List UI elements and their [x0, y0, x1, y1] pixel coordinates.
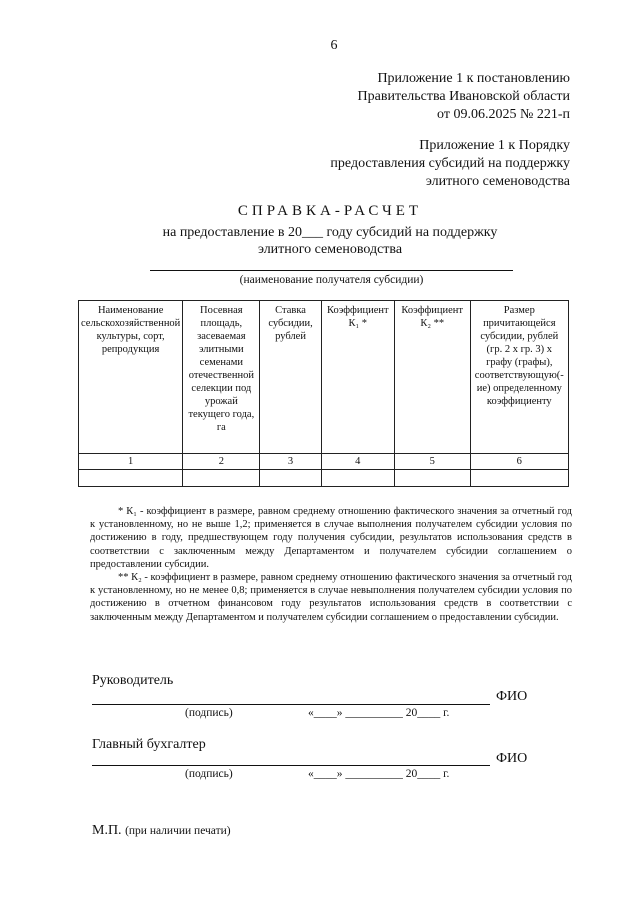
appendix-block-procedure — [330, 137, 570, 191]
table-header-row — [79, 301, 569, 454]
subtitle-line: на предоставление в 20___ году субсидий на поддержку — [162, 225, 498, 240]
stamp-place — [92, 823, 231, 839]
appendix-line: предоставления субсидий на поддержку — [330, 156, 570, 171]
recipient-name-line — [150, 270, 513, 271]
footnote-k1: * К₁ - коэффициент в размере, равном среднему отношению фактического значения за отчетный год к установленному, но не выше 1,2; применяется в случае выполнения получателем субсидии условия по достижению в году, предшествующем году получения субсидии, результатов использования средств в соответствии с заключенным между Департаментом и получателем субсидии соглашением о предоставлении субсидии. — [90, 506, 572, 570]
column-number: 3 — [260, 454, 321, 470]
header-cell-crop: Наименование сельскохозяйственной культуры, сорт, репродукция — [79, 301, 183, 454]
header-cell-rate: Ставка субсидии, рублей — [260, 301, 321, 454]
appendix-line: от 09.06.2025 № 221-п — [437, 107, 570, 122]
header-cell-k1: Коэффициент К₁ * — [321, 301, 394, 454]
appendix-line: Правительства Ивановской области — [357, 89, 570, 104]
signature-line — [92, 765, 490, 766]
signature-line — [92, 704, 490, 705]
appendix-line: элитного семеноводства — [425, 174, 570, 189]
stamp-label: М.П. — [92, 823, 122, 838]
header-cell-amount: Размер причитающейся субсидии, рублей (гр. 2 x гр. 3) x графу (графы), соответствующую(-ие) определенному коэффициенту — [470, 301, 568, 454]
fio-label: ФИО — [496, 689, 528, 704]
table-cell — [260, 470, 321, 487]
column-number: 1 — [79, 454, 183, 470]
date-field: «____» __________ 20____ г. — [308, 768, 450, 780]
appendix-block-resolution — [358, 70, 570, 124]
table-cell — [321, 470, 394, 487]
column-number: 2 — [183, 454, 260, 470]
document-title: СПРАВКА-РАСЧЕТ — [237, 203, 423, 219]
role-chief-accountant: Главный бухгалтер — [92, 737, 206, 752]
table-row — [79, 470, 569, 487]
recipient-caption: (наименование получателя субсидии) — [239, 274, 424, 286]
stamp-note: (при наличии печати) — [125, 825, 231, 837]
table-cell — [394, 470, 470, 487]
fio-label: ФИО — [496, 751, 528, 766]
table-cell — [470, 470, 568, 487]
sign-caption: (подпись) — [185, 707, 233, 719]
page-number: 6 — [330, 38, 338, 53]
sign-caption: (подпись) — [185, 768, 233, 780]
column-number-row — [79, 454, 569, 470]
column-number: 6 — [470, 454, 568, 470]
subtitle-line: элитного семеноводства — [257, 242, 403, 257]
header-cell-area: Посевная площадь, засеваемая элитными семенами отечественной селекции под урожай текущего года, га — [183, 301, 260, 454]
date-field: «____» __________ 20____ г. — [308, 707, 450, 719]
column-number: 4 — [321, 454, 394, 470]
appendix-line: Приложение 1 к постановлению — [377, 71, 570, 86]
role-head: Руководитель — [92, 673, 174, 688]
table-cell — [79, 470, 183, 487]
header-cell-k2: Коэффициент К₂ ** — [394, 301, 470, 454]
footnotes — [90, 505, 572, 624]
footnote-k2: ** К₂ - коэффициент в размере, равном среднему отношению фактического значения за отчетный год к установленному, но не менее 0,8; применяется в случае невыполнения получателем субсидии условия по достижению в отчетном финансовом году результатов использования средств в соответствии с заключенным между Департаментом и получателем субсидии соглашением о предоставлении субсидии. — [90, 572, 572, 623]
column-number: 5 — [394, 454, 470, 470]
appendix-line: Приложение 1 к Порядку — [419, 138, 570, 153]
calculation-table — [78, 300, 569, 487]
document-subtitle — [0, 224, 640, 258]
table-cell — [183, 470, 260, 487]
